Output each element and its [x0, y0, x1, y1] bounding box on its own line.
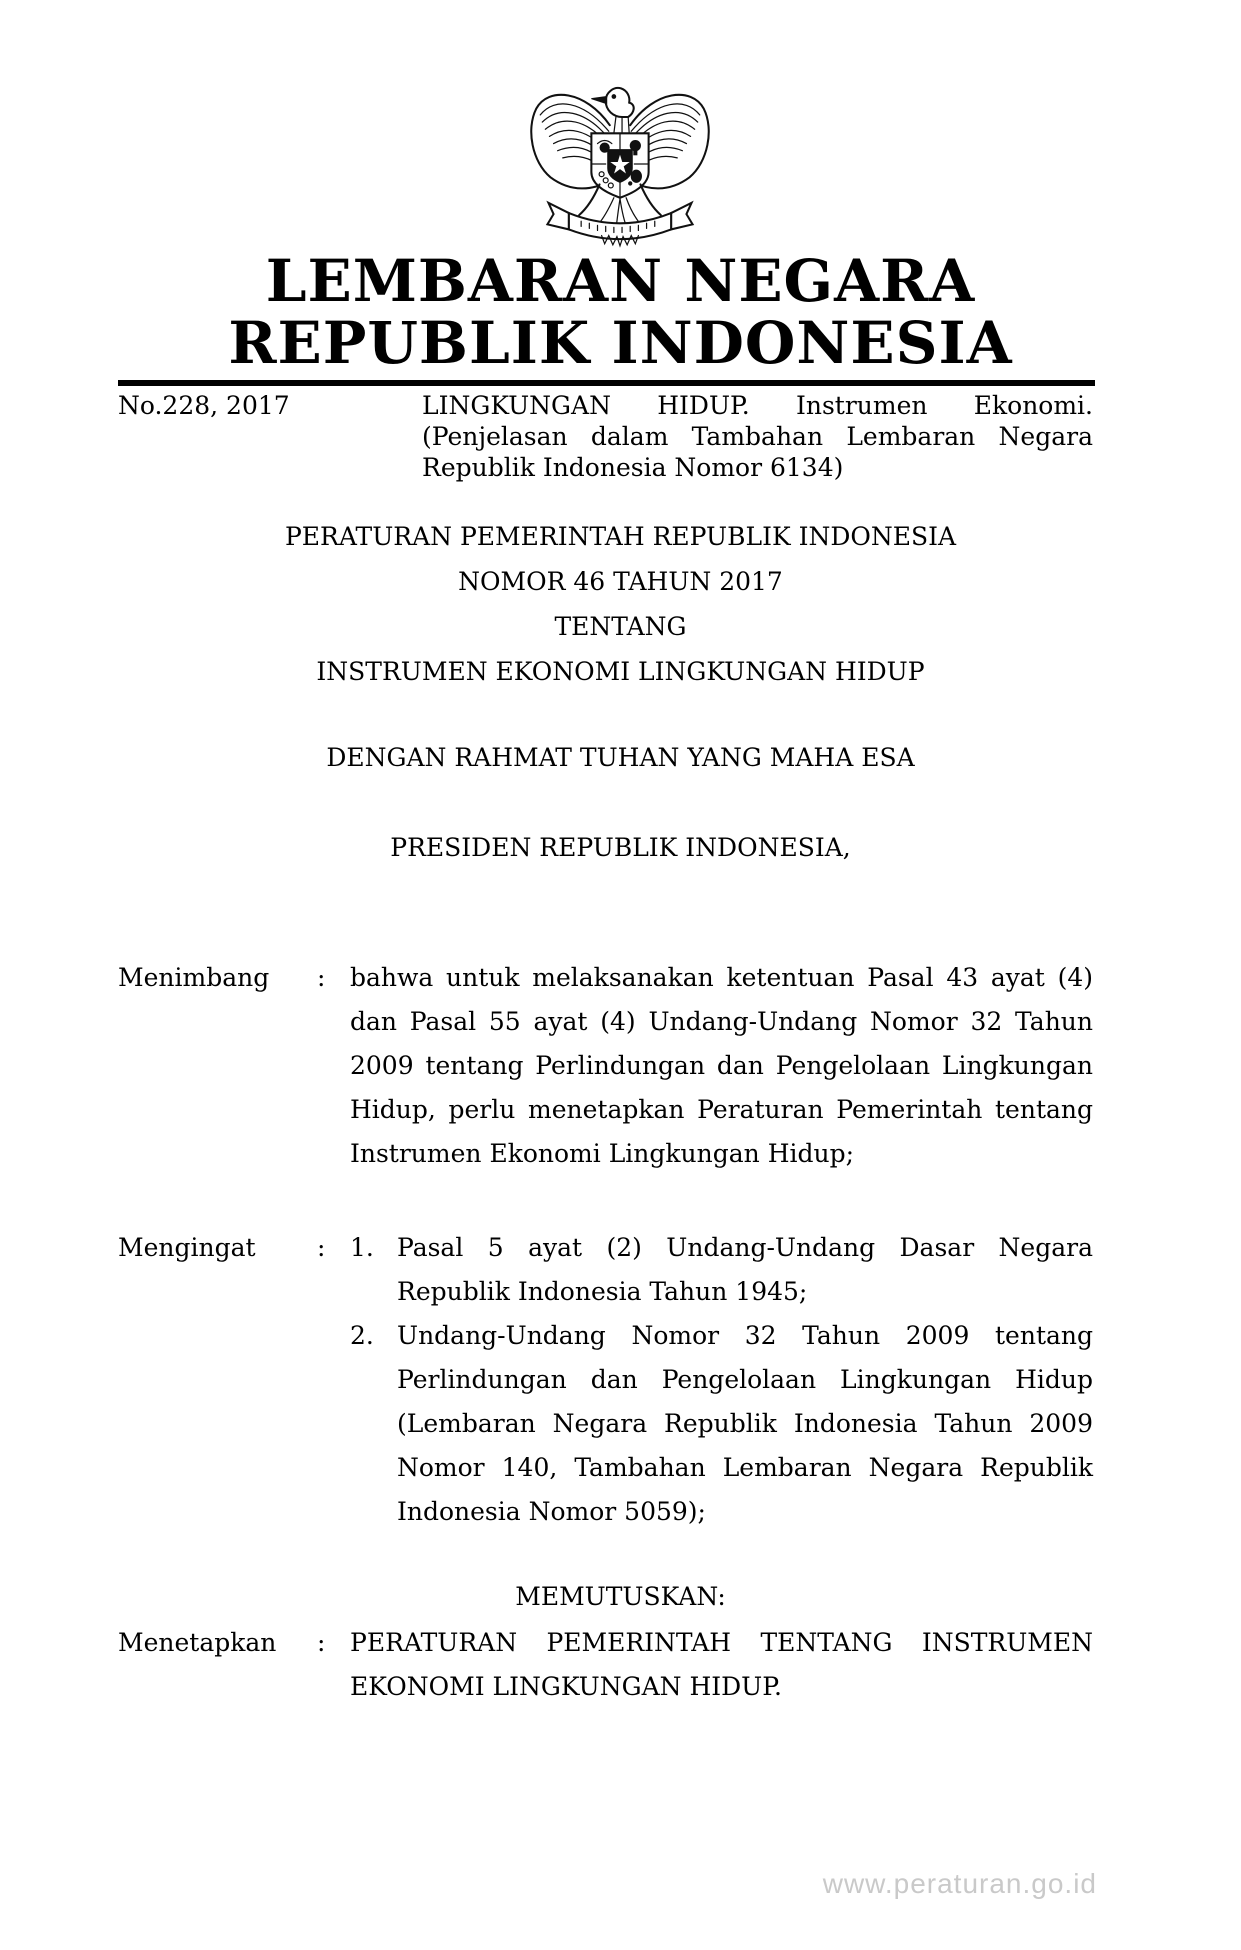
text-line: PERATURAN PEMERINTAH TENTANG INSTRUMEN [350, 1628, 1093, 1657]
text-line: Republik Indonesia Tahun 1945; [397, 1277, 808, 1306]
text-line: EKONOMI LINGKUNGAN HIDUP. [350, 1672, 782, 1701]
text-line: (Penjelasan dalam Tambahan Lembaran Negara [422, 422, 1093, 451]
considering-paragraph [350, 956, 1093, 1176]
remembering-list [350, 1226, 1093, 1534]
text-line: Instrumen Ekonomi Lingkungan Hidup; [350, 1139, 855, 1168]
text-line: TENTANG [554, 612, 687, 641]
masthead-divider-rule [118, 380, 1095, 386]
text-line: LINGKUNGAN HIDUP. Instrumen Ekonomi. [422, 391, 1093, 420]
issuer-line: PRESIDEN REPUBLIK INDONESIA, [390, 833, 851, 862]
list-item-number: 2. [350, 1321, 374, 1350]
text-line: Pasal 5 ayat (2) Undang-Undang Dasar Negara [397, 1233, 1093, 1262]
text-line: dan Pasal 55 ayat (4) Undang-Undang Nomor 32 Tahun [350, 1007, 1093, 1036]
decision-paragraph [350, 1621, 1093, 1709]
text-line: NOMOR 46 TAHUN 2017 [458, 567, 783, 596]
considering-colon: : [317, 963, 326, 992]
decision-label: Menetapkan [118, 1628, 277, 1657]
text-line: Hidup, perlu menetapkan Peraturan Pemerintah tentang [350, 1095, 1093, 1124]
masthead-title-line2: REPUBLIK INDONESIA [228, 309, 1013, 377]
decision-heading: MEMUTUSKAN: [515, 1582, 726, 1611]
subject-paragraph [422, 390, 1093, 483]
gazette-number: No.228, 2017 [118, 391, 290, 420]
invocation-line: DENGAN RAHMAT TUHAN YANG MAHA ESA [326, 743, 915, 772]
list-item [350, 1226, 1093, 1314]
text-line: Perlindungan dan Pengelolaan Lingkungan Hidup [397, 1365, 1093, 1394]
text-line: Indonesia Nomor 5059); [397, 1497, 706, 1526]
text-line: Republik Indonesia Nomor 6134) [422, 453, 844, 482]
text-line: (Lembaran Negara Republik Indonesia Tahun 2009 [397, 1409, 1093, 1438]
text-line: INSTRUMEN EKONOMI LINGKUNGAN HIDUP [316, 657, 925, 686]
text-line: PERATURAN PEMERINTAH REPUBLIK INDONESIA [284, 522, 957, 551]
decision-colon: : [317, 1628, 326, 1657]
garuda-pancasila-emblem [528, 80, 712, 248]
remembering-colon: : [317, 1233, 326, 1262]
masthead-title [0, 247, 1241, 377]
list-item [350, 1314, 1093, 1534]
masthead-title-line1: LEMBARAN NEGARA [265, 247, 976, 315]
list-item-text [397, 1226, 1093, 1314]
list-item-text [397, 1314, 1093, 1534]
watermark-url: www.peraturan.go.id [822, 1868, 1097, 1899]
list-item-number: 1. [350, 1233, 374, 1262]
garuda-icon [528, 80, 712, 248]
regulation-heading [0, 514, 1241, 694]
text-line: bahwa untuk melaksanakan ketentuan Pasal 43 ayat (4) [350, 963, 1093, 992]
text-line: 2009 tentang Perlindungan dan Pengelolaan Lingkungan [350, 1051, 1093, 1080]
remembering-label: Mengingat [118, 1233, 256, 1262]
considering-label: Menimbang [118, 963, 270, 992]
text-line: Nomor 140, Tambahan Lembaran Negara Republik [397, 1453, 1093, 1482]
text-line: Undang-Undang Nomor 32 Tahun 2009 tentang [397, 1321, 1093, 1350]
